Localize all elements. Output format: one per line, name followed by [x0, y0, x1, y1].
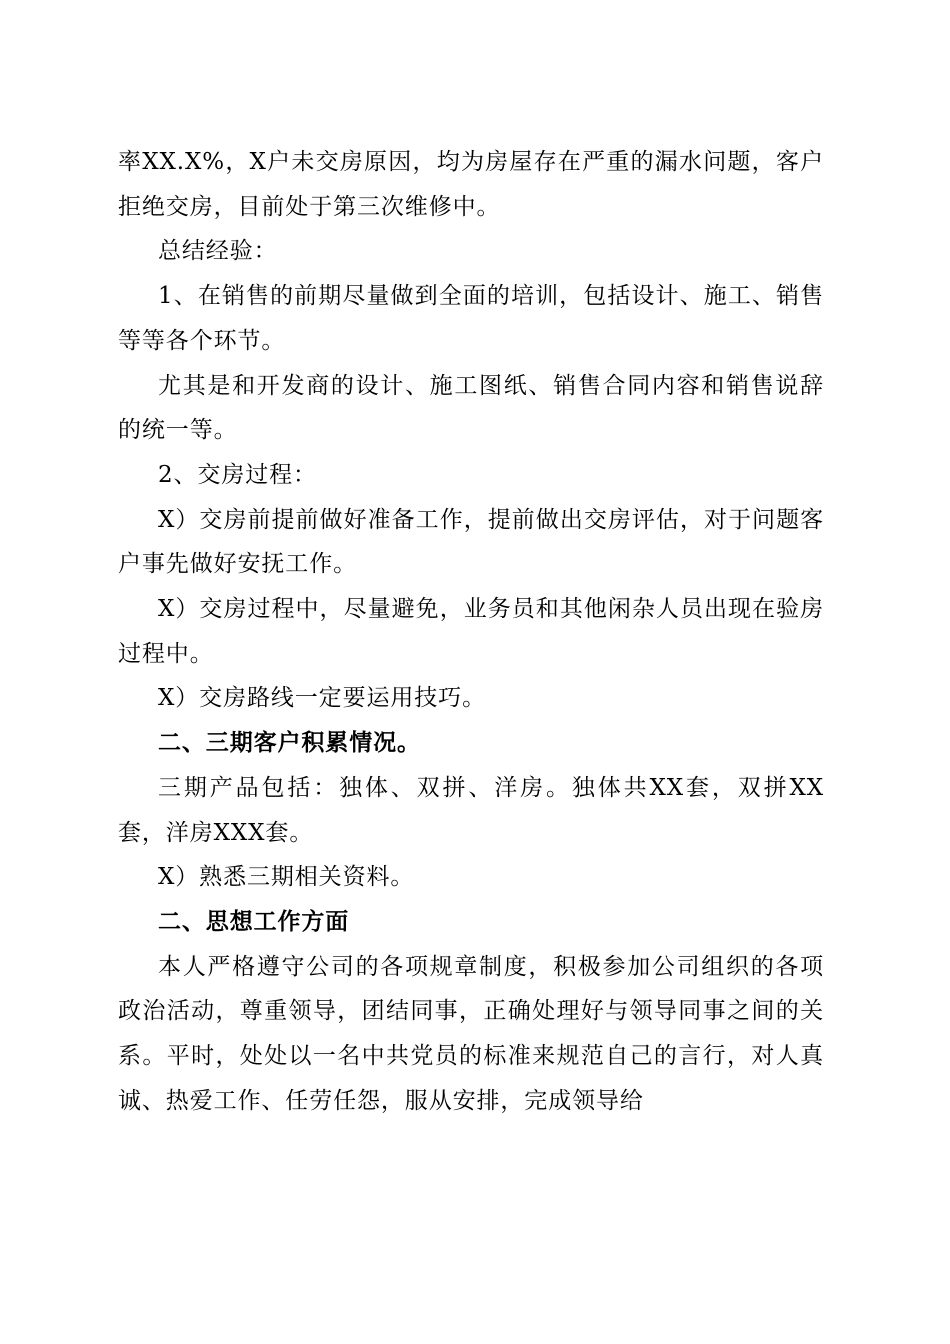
paragraph-summary-label: 总结经验： — [158, 238, 278, 265]
paragraph-point-1-detail: 尤其是和开发商的设计、施工图纸、销售合同内容和销售说辞的统一等。 — [118, 372, 824, 444]
paragraph-handover-before: X）交房前提前做好准备工作，提前做出交房评估，对于问题客户事先做好安抚工作。 — [118, 506, 824, 578]
paragraph-phase3-materials: X）熟悉三期相关资料。 — [158, 864, 415, 891]
paragraph-phase3-products: 三期产品包括：独体、双拼、洋房。独体共XX套，双拼XX套，洋房XXX套。 — [118, 774, 824, 846]
paragraph-point-2: 2、交房过程： — [158, 461, 317, 488]
paragraph-continuation: 率XX.X%，X户未交房原因，均为房屋存在严重的漏水问题，客户拒绝交房，目前处于第三次维修中。 — [118, 149, 824, 220]
section-heading-phase3: 二、三期客户积累情况。 — [158, 730, 421, 757]
paragraph-handover-during: X）交房过程中，尽量避免，业务员和其他闲杂人员出现在验房过程中。 — [118, 596, 824, 667]
section-heading-ideology: 二、思想工作方面 — [158, 908, 350, 935]
paragraph-point-1: 1、在销售的前期尽量做到全面的培训，包括设计、施工、销售等等各个环节。 — [118, 283, 824, 354]
document-page — [118, 140, 824, 1123]
paragraph-handover-route: X）交房路线一定要运用技巧。 — [158, 685, 486, 712]
paragraph-ideology-body: 本人严格遵守公司的各项规章制度，积极参加公司组织的各项政治活动，尊重领导，团结同事，正确处理好与领导同事之间的关系。平时，处处以一名中共党员的标准来规范自己的言行，对人真诚、热爱工作、任劳任怨，服从安排，完成领导给 — [118, 953, 824, 1114]
